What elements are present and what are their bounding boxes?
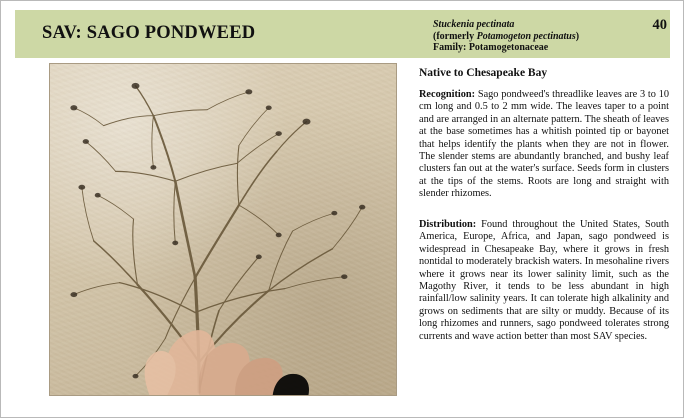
distribution-paragraph — [419, 219, 669, 343]
plant-illustration — [50, 64, 396, 395]
family-name: Family: Potamogetonaceae — [433, 42, 549, 53]
former-name-italic: Potamogeton pectinatus — [476, 30, 576, 42]
recognition-text: Sago pondweed's threadlike leaves are 3 to 10 cm long and 0.5 to 2 mm wide. The leaves taper to a point and are arranged in an alternate pattern. The sheath of leaves at the base sometimes has a whitish pointed tip or bayonet that helps identify the plants when they are not in flower. The slender stems are abundantly branched, and bushy leaf clusters fan out at the water's surface. Seeds form in clusters at the tips of the stems. Roots are long and straight with slender rhizomes. — [419, 89, 669, 200]
distribution-text: Found throughout the United States, South America, Europe, Africa, and Japan, sago pondweed is widespread in Chesapeake Bay, where it grows in fresh nontidal to moderately brackish waters. In mesohaline rivers where it grows near its lower salinity limit, such as the Magothy River, it tends to be less abundant in high rainfall/low salinity years. It can tolerate high alkalinity and grows on sediments that are silty or muddy. Because of its long rhizomes and runners, sago pondweed tolerates strong currents and wave action better than most SAV species. — [419, 219, 669, 342]
former-name-suffix: ) — [575, 30, 580, 42]
former-name-prefix: (formerly — [433, 30, 477, 42]
page-title: SAV: SAGO PONDWEED — [42, 23, 256, 43]
native-heading: Native to Chesapeake Bay — [419, 67, 548, 79]
page-number: 40 — [652, 17, 667, 33]
recognition-paragraph — [419, 89, 669, 201]
former-name-line — [433, 31, 633, 43]
specimen-photo — [49, 63, 397, 396]
scientific-name: Stuckenia pectinata — [433, 19, 515, 30]
scientific-name-block — [433, 19, 633, 54]
recognition-label: Recognition: — [419, 89, 476, 100]
distribution-label: Distribution: — [419, 219, 477, 230]
header-band — [15, 10, 670, 58]
